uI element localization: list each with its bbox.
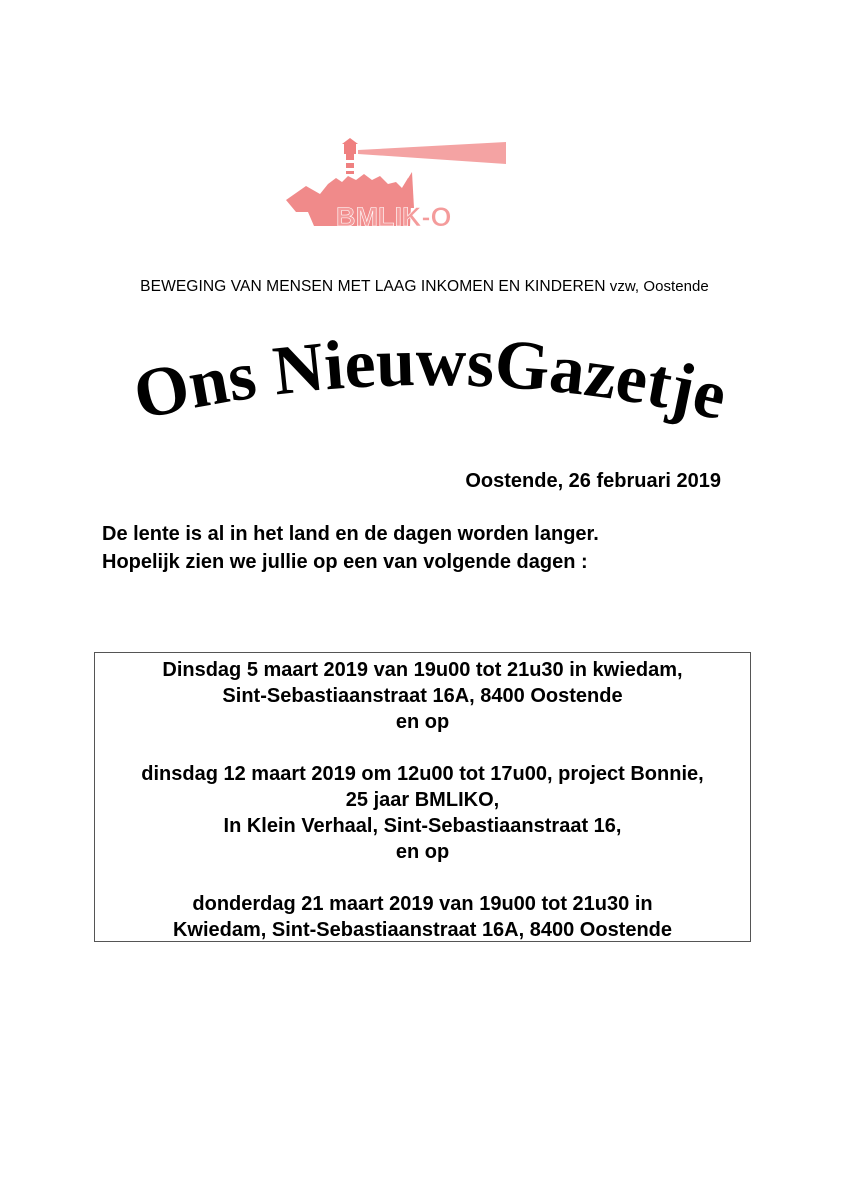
event-1-line-1: Dinsdag 5 maart 2019 van 19u00 tot 21u30 in kwiedam,: [162, 659, 683, 681]
event-2-connector: en op: [395, 841, 450, 863]
event-1-connector: en op: [395, 711, 450, 733]
event-1-line-2: Sint-Sebastiaanstraat 16A, 8400 Oostende: [222, 685, 623, 707]
logo-text: BMLIK-O: [336, 202, 452, 232]
masthead: [90, 330, 770, 460]
dateline: Oostende, 26 februari 2019: [465, 470, 721, 492]
organization-name: BEWEGING VAN MENSEN MET LAAG INKOMEN EN KINDEREN: [140, 278, 606, 295]
event-3-line-2: Kwiedam, Sint-Sebastiaanstraat 16A, 8400 Oostende: [172, 919, 673, 941]
organization-suffix: vzw, Oostende: [609, 278, 709, 295]
intro-line-2: Hopelijk zien we jullie op een van volgende dagen :: [102, 551, 588, 573]
intro-line-1: De lente is al in het land en de dagen worden langer.: [102, 523, 599, 545]
event-2-line-1: dinsdag 12 maart 2019 om 12u00 tot 17u00, project Bonnie,: [141, 763, 704, 785]
event-2-line-2: 25 jaar BMLIKO,: [345, 789, 500, 811]
bmliko-logo: [284, 138, 510, 234]
masthead-title: Ons NieuwsGazetje: [127, 330, 734, 436]
event-3-line-1: donderdag 21 maart 2019 van 19u00 tot 21u30 in: [192, 893, 653, 915]
intro-text: [102, 520, 599, 576]
events-box: [94, 652, 751, 942]
event-2-line-3: In Klein Verhaal, Sint-Sebastiaanstraat 16,: [223, 815, 622, 837]
organization-line: [0, 278, 849, 296]
